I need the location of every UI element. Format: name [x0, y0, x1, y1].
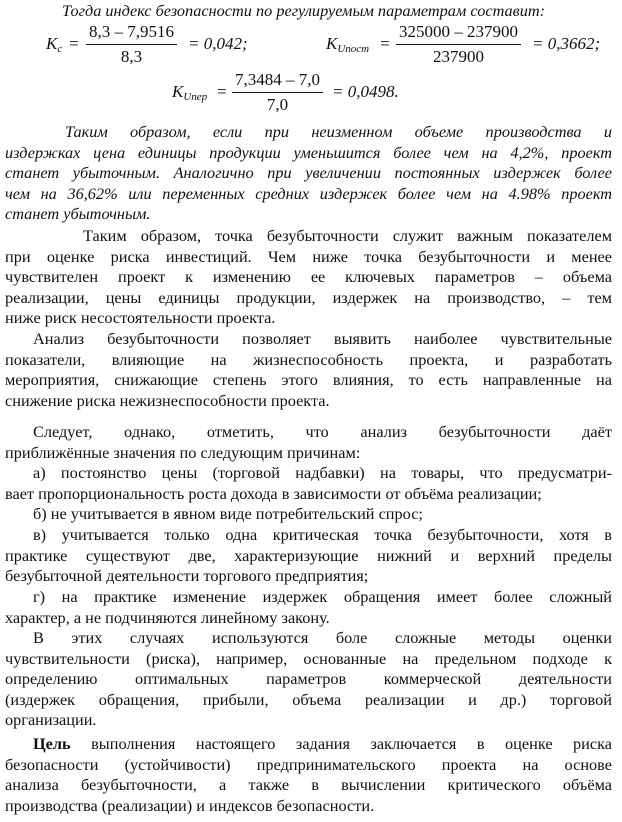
formula-kupost-eq: =	[379, 34, 391, 53]
text-line: В этих случаях используются боле сложные методы оценки	[33, 628, 612, 647]
text-line: г) на практике изменение издержек обращения имеет более сложный	[33, 587, 612, 606]
formula-kupost-result: = 0,3662;	[532, 34, 601, 53]
text-line: мероприятия, снижающие степень этого влияния, то есть направленные на	[5, 370, 612, 389]
text-line: в) учитывается только одна критическая точка безубыточности, хотя в	[33, 525, 612, 544]
formula-kc-subscript: c	[57, 43, 63, 55]
list-item-c	[5, 525, 612, 587]
text-line: издержках цена единицы продукции уменьшится более чем на 4,2%, проект	[5, 142, 612, 162]
text-line: производства (реализации) и индексов безопасности.	[5, 795, 375, 815]
formula-kc-result: = 0,042;	[188, 34, 248, 53]
formula-kupost-symbol: K	[326, 34, 338, 53]
text-line: (издержек обращения, прибыли, объема реализации и др.) торговой	[5, 689, 612, 709]
formula-kuper-denominator: 7,0	[266, 95, 289, 114]
text-line: безопасности (устойчивости) предпринимательского проекта на основе	[5, 754, 612, 774]
text-line-goal-first	[5, 734, 612, 755]
text-line: б) не учитывается в явном виде потребительский спрос;	[33, 504, 423, 523]
formula-kuper-numerator: 7,3484 – 7,0	[232, 70, 323, 93]
formula-kc-symbol: K	[46, 34, 58, 53]
text-line: станет убыточным.	[5, 204, 151, 223]
formula-kc-label	[46, 34, 62, 59]
intro-line: Тогда индекс безопасности по регулируемым параметрам составит:	[62, 1, 546, 20]
text-line: при оценке риска инвестиций. Чем ниже точка безубыточности и менее	[5, 246, 612, 266]
text-line: Таким образом, точка безубыточности служит важным показателем	[83, 226, 612, 245]
formula-kuper-result: = 0,0498.	[332, 82, 399, 101]
formula-kuper-fraction	[232, 70, 323, 115]
formula-kupost	[326, 22, 618, 68]
formula-kc-eq: =	[68, 34, 80, 53]
text-line: чувствителен проект к изменению ее ключевых параметров – объема	[5, 267, 612, 286]
text-line: чем на 36,62% или переменных средних издержек более чем на 4.98% проект	[5, 183, 612, 203]
text-line: показатели, влияющие на жизнеспособность проекта, и разработать	[5, 349, 612, 369]
text-line: чувствительности (риска), например, основанные на предельном подходе к	[5, 648, 612, 668]
formula-kupost-denominator: 237900	[433, 47, 484, 66]
formula-kuper-symbol: K	[172, 82, 184, 101]
formula-kupost-fraction	[396, 22, 521, 67]
text-line: станет убыточным. Аналогично при увеличении постоянных издержек более	[5, 163, 612, 182]
list-item-b	[5, 504, 612, 525]
paragraph-complex-methods	[5, 628, 612, 731]
text-line: характер, а не подчиняются линейному закону.	[5, 607, 330, 627]
text-line: снижение риска нежизнеспособности проекта.	[5, 390, 330, 410]
formula-kuper	[172, 70, 432, 118]
paragraph-breakeven-analysis	[5, 329, 612, 411]
list-item-d	[5, 587, 612, 628]
formula-kupost-label	[326, 34, 369, 59]
text-line: Таким образом, если при неизменном объеме производства и	[65, 122, 612, 141]
text-line: безубыточной деятельности торгового предприятия;	[5, 566, 369, 585]
text-line: определению оптимальных параметров коммерческой деятельности	[5, 669, 612, 688]
formula-kupost-subscript: Uпост	[337, 43, 370, 55]
paragraph-breakeven-importance	[5, 226, 612, 329]
formula-kuper-eq: =	[216, 82, 228, 101]
formula-kupost-numerator: 325000 – 237900	[396, 22, 521, 45]
text-line: практике существуют две, характеризующие нижний и верхний пределы	[5, 545, 612, 565]
text-line: приближённые значения по следующим причинам:	[5, 442, 361, 462]
paragraph-reasons-intro	[5, 422, 612, 463]
text-line: ниже риск несостоятельности проекта.	[5, 308, 276, 327]
goal-bold-word: Цель	[33, 734, 71, 753]
formula-kuper-subscript: Uпер	[183, 91, 208, 103]
text-line: реализации, цены единицы продукции, издержек на производство, – тем	[5, 287, 612, 307]
formula-kc-numerator: 8,3 – 7,9516	[86, 22, 177, 45]
text-line: организации.	[5, 710, 97, 729]
text-line: а) постоянство цены (торговой надбавки) на товары, что предусматри-	[33, 463, 612, 482]
text-line: анализа безубыточности, а также в вычислении критического объёма	[5, 775, 612, 794]
formula-kc	[46, 22, 296, 68]
formula-kc-denominator: 8,3	[120, 47, 143, 66]
paragraph-conclusion-italic	[5, 122, 612, 225]
text-line: Следует, однако, отметить, что анализ безубыточности даёт	[33, 422, 612, 441]
text-line: Анализ безубыточности позволяет выявить наиболее чувствительные	[33, 329, 612, 348]
paragraph-goal	[5, 734, 612, 816]
formula-kuper-label	[172, 82, 207, 107]
text-line: вает пропорциональность роста дохода в зависимости от объёма реализации;	[5, 483, 542, 503]
formula-kc-fraction	[86, 22, 177, 67]
list-item-a	[5, 463, 612, 504]
goal-line-rest: выполнения настоящего задания заключается в оценке риска	[70, 734, 612, 753]
